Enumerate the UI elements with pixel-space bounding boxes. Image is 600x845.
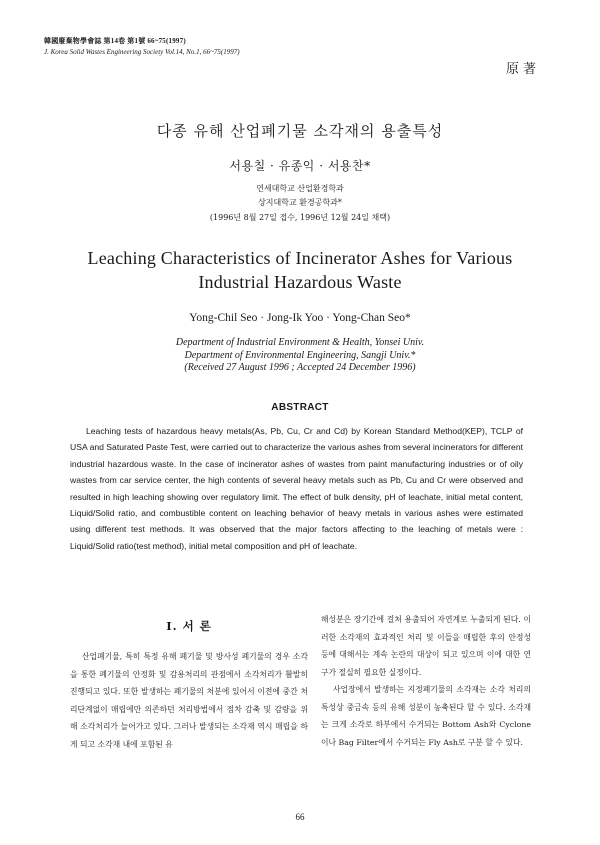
korean-dates: (1996년 8월 27일 접수, 1996년 12월 24일 채택) — [209, 213, 391, 222]
section-heading-introduction: Ⅰ. 서 론 — [166, 619, 212, 633]
english-title-line-1: Leaching Characteristics of Incinerator Ashes for Various — [87, 248, 513, 268]
intro-paragraph-3: 사업장에서 발생하는 지정폐기물의 소각재는 소각 처리의 특성상 중금속 등의 유해 성분이 농축된다 할 수 있다. 소각재는 크게 소각로 하부에서 수거되는 Bottom Ash와 Cyclone이나 Bag Filter에서 수거되는 Fly Ash로 구분 할 수 있다. — [321, 685, 531, 747]
abstract-text: Leaching tests of hazardous heavy metals(As, Pb, Cu, Cr and Cd) by Korean Standard Method(KEP), TCLP of USA and Saturated Paste Test, were carried out to characterize the various ashes from several incinerators for different industrial hazardous waste. In the case of incinerator ashes of wastes from paint manufacturing industries or of oily wastes from car service center, the high contents of several heavy metals such as Pb, Cu and Cr were observed and resulted in high leaching showing over regulatory limit. The effect of bulk density, pH of leachate, initial metal content, Liquid/Solid ratio, and combustible content on leaching behavior of heavy metals in various ashes were estimated using different test methods. It was observed that the major factors affecting to the leaching of metals were : Liquid/Solid ratio(test method), initial metal composition and pH of leachate. — [70, 426, 523, 551]
intro-paragraph-2: 해성분은 장기간에 걸쳐 용출되어 자연계로 누출되게 된다. 이러한 소각재의 효과적인 처리 및 이들을 매립한 후의 안정성 등에 대해서는 계속 논란의 대상이 되고 있으며 이에 대한 연구가 절실히 필요한 실정이다. — [321, 615, 531, 677]
body-column-left — [70, 648, 308, 753]
english-authors: Yong-Chil Seo · Jong-Ik Yoo · Yong-Chan Seo* — [189, 312, 411, 324]
english-affiliation-1: Department of Industrial Environment & Health, Yonsei Univ. — [175, 337, 425, 348]
journal-citation-english: J. Korea Solid Wastes Engineering Society Vol.14, No.1, 66~75(1997) — [44, 48, 240, 56]
article-type-badge: 原著 — [505, 62, 540, 77]
page-number: 66 — [295, 812, 305, 822]
english-affiliations — [0, 337, 600, 375]
english-title — [0, 246, 600, 294]
korean-title: 다종 유해 산업폐기물 소각재의 용출특성 — [156, 122, 444, 140]
english-affiliation-2: Department of Environmental Engineering, Sangji Univ.* — [184, 349, 416, 361]
abstract-heading: ABSTRACT — [271, 402, 329, 413]
korean-authors: 서용칠 · 유종익 · 서용찬* — [229, 159, 371, 173]
english-title-line-2: Industrial Hazardous Waste — [198, 272, 402, 292]
intro-paragraph-1: 산업폐기물, 특히 특정 유해 폐기물 및 방사성 폐기물의 경우 소각을 통한 폐기물의 안정화 및 감용처리의 관점에서 소각처리가 활발히 진행되고 있다. 또한 발생하는 폐기물의 처분에 있어서 이전에 중간 처리단계없이 매립에만 의존하던 처리방법에서 점차 감축 및 감량을 위해 소각처리가 늘어가고 있다. 그러나 발생되는 소각재 역시 매립을 하게 되고 소각재 내에 포함된 유 — [70, 652, 308, 749]
korean-affiliation-2: 상지대학교 환경공학과* — [258, 198, 342, 207]
journal-header — [44, 36, 240, 58]
english-dates: (Received 27 August 1996 ; Accepted 24 December 1996) — [184, 362, 416, 373]
body-column-right — [321, 611, 531, 751]
korean-affiliation-1: 연세대학교 산업환경학과 — [256, 184, 344, 193]
journal-citation-korean: 韓國廢棄物學會誌 第14卷 第1號 66~75(1997) — [44, 37, 186, 45]
